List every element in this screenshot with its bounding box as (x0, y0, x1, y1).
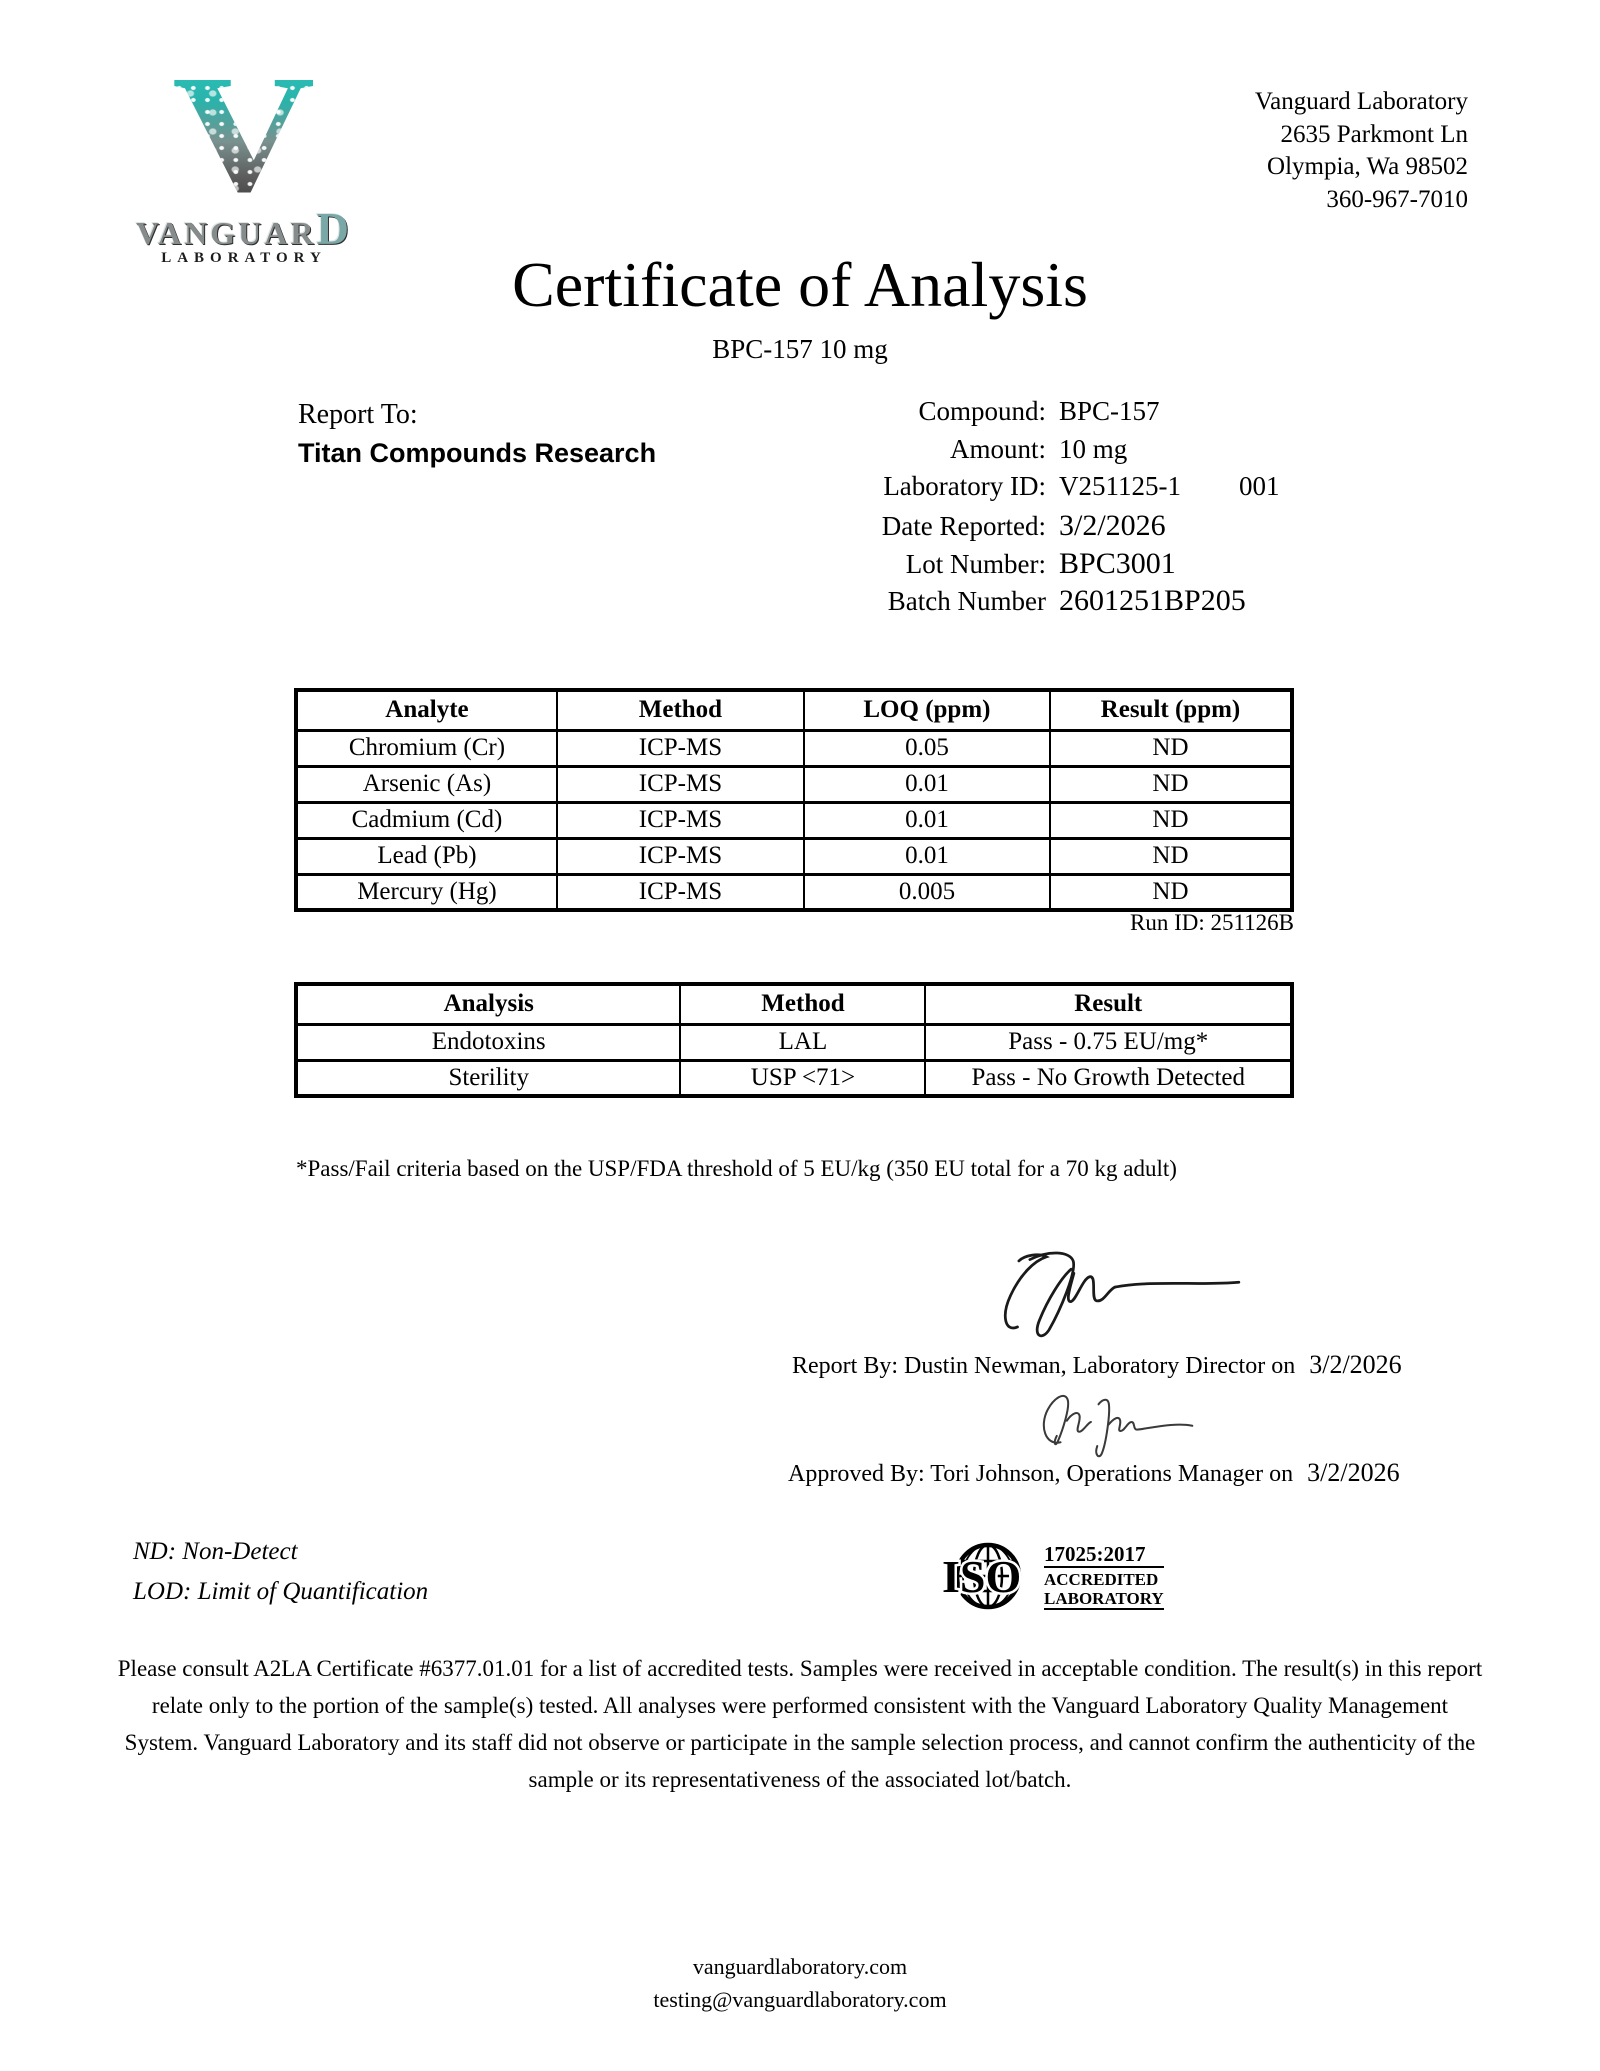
passfail-footnote: *Pass/Fail criteria based on the USP/FDA threshold of 5 EU/kg (350 EU total for a 70 kg adult) (296, 1156, 1177, 1181)
metals-header-loq: LOQ (ppm) (804, 690, 1050, 730)
metals-header-method: Method (557, 690, 804, 730)
loq-cell: 0.01 (804, 766, 1050, 802)
loq-cell: 0.05 (804, 730, 1050, 766)
lab-address-block (1255, 86, 1468, 216)
lod-note: LOD: Limit of Quantification (133, 1578, 429, 1605)
logo-wordmark-last-letter: D (316, 204, 352, 254)
lab-address-street: 2635 Parkmont Ln (1280, 120, 1468, 148)
document-footer (0, 1950, 1600, 2016)
info-row-batch-number (780, 584, 1280, 622)
report-to-label: Report To: (298, 399, 418, 430)
method-cell: LAL (680, 1024, 925, 1060)
date-reported-label: Date Reported: (881, 511, 1046, 542)
method-cell: ICP-MS (557, 874, 804, 910)
table-row (296, 1024, 1292, 1060)
report-by-date: 3/2/2026 (1309, 1350, 1402, 1379)
info-row-date-reported (780, 509, 1280, 547)
signature-approved-by-icon (1020, 1383, 1210, 1461)
nd-note: ND: Non-Detect (133, 1538, 298, 1565)
amount-value: 10 mg (1059, 433, 1128, 464)
method-cell: USP <71> (680, 1060, 925, 1096)
bio-header-analysis: Analysis (296, 984, 680, 1024)
bio-header-result: Result (925, 984, 1292, 1024)
lab-address-city: Olympia, Wa 98502 (1267, 153, 1468, 180)
info-row-laboratory-id (780, 471, 1280, 509)
analyte-cell: Chromium (Cr) (296, 730, 557, 766)
result-cell: ND (1050, 838, 1292, 874)
bio-header-row (296, 984, 1292, 1024)
table-row (296, 838, 1292, 874)
method-cell: ICP-MS (557, 766, 804, 802)
analyte-cell: Arsenic (As) (296, 766, 557, 802)
metals-header-result: Result (ppm) (1050, 690, 1292, 730)
iso-standard-number: 17025:2017 (1044, 1542, 1164, 1568)
batch-number-label: Batch Number (887, 586, 1046, 617)
approved-by-date: 3/2/2026 (1307, 1458, 1400, 1487)
lot-number-label: Lot Number: (905, 548, 1046, 579)
compound-label: Compound: (918, 396, 1046, 426)
info-row-amount (780, 434, 1280, 472)
metals-header-row (296, 690, 1292, 730)
accreditation-disclaimer: Please consult A2LA Certificate #6377.01.01 for a list of accredited tests. Samples were received in acceptable condition. The result(s) in this report relate only to the portion of the sample(s) tested. All analyses were performed consistent with the Vanguard Laboratory Quality Management System. Vanguard Laboratory and its staff did not observe or participate in the sample selection process, and cannot confirm the authenticity of the sample or its representativeness of the associated lot/batch. (117, 1656, 1483, 1792)
vanguard-v-icon: V (172, 41, 316, 227)
table-row (296, 802, 1292, 838)
info-row-compound (780, 396, 1280, 434)
loq-cell: 0.005 (804, 874, 1050, 910)
approved-by-text: Approved By: Tori Johnson, Operations Manager on (788, 1461, 1294, 1487)
logo-wordmark-prefix: VANGUAR (136, 215, 317, 251)
lab-address-phone: 360-967-7010 (1326, 185, 1468, 213)
table-row (296, 730, 1292, 766)
laboratory-id-suffix: 001 (1239, 471, 1280, 502)
run-id: Run ID: 251126B (1130, 910, 1294, 935)
sample-info-block (780, 396, 1280, 622)
abbreviation-notes (133, 1532, 428, 1612)
analyte-cell: Lead (Pb) (296, 838, 557, 874)
iso-globe-icon (938, 1540, 1038, 1612)
lot-number-value: BPC3001 (1059, 546, 1176, 580)
approved-by-line (788, 1458, 1400, 1488)
loq-cell: 0.01 (804, 838, 1050, 874)
page-subtitle: BPC-157 10 mg (712, 334, 888, 364)
report-by-line (792, 1350, 1402, 1380)
report-to-client: Titan Compounds Research (298, 438, 657, 468)
date-reported-value: 3/2/2026 (1059, 509, 1166, 543)
result-cell: ND (1050, 766, 1292, 802)
laboratory-id-label: Laboratory ID: (883, 471, 1046, 502)
report-to-block (298, 396, 656, 473)
table-row (296, 1060, 1292, 1096)
iso-laboratory-label: LABORATORY (1044, 1589, 1164, 1608)
heavy-metals-table (294, 688, 1294, 912)
compound-value: BPC-157 (1059, 396, 1160, 426)
info-row-lot-number (780, 547, 1280, 585)
amount-label: Amount: (949, 433, 1046, 464)
bio-analysis-table (294, 982, 1294, 1098)
result-cell: ND (1050, 874, 1292, 910)
vanguard-logo (118, 41, 370, 266)
report-by-text: Report By: Dustin Newman, Laboratory Director on (792, 1353, 1296, 1379)
signature-report-by-icon (990, 1240, 1265, 1352)
laboratory-id-value: V251125-1 (1059, 471, 1181, 502)
method-cell: ICP-MS (557, 838, 804, 874)
logo-subtitle: LABORATORY (161, 250, 327, 266)
page-title: Certificate of Analysis (512, 249, 1088, 320)
method-cell: ICP-MS (557, 730, 804, 766)
svg-text:ISO: ISO (942, 1551, 1022, 1602)
result-cell: ND (1050, 730, 1292, 766)
metals-header-analyte: Analyte (296, 690, 557, 730)
result-cell: ND (1050, 802, 1292, 838)
loq-cell: 0.01 (804, 802, 1050, 838)
bio-header-method: Method (680, 984, 925, 1024)
analyte-cell: Cadmium (Cd) (296, 802, 557, 838)
method-cell: ICP-MS (557, 802, 804, 838)
iso-accredited-label: ACCREDITED (1044, 1570, 1159, 1589)
table-row (296, 874, 1292, 910)
result-cell: Pass - No Growth Detected (925, 1060, 1292, 1096)
analysis-cell: Endotoxins (296, 1024, 680, 1060)
footer-website: vanguardlaboratory.com (692, 1954, 908, 1979)
table-row (296, 766, 1292, 802)
analyte-cell: Mercury (Hg) (296, 874, 557, 910)
lab-address-name: Vanguard Laboratory (1254, 88, 1468, 115)
footer-email: testing@vanguardlaboratory.com (653, 1987, 947, 2012)
batch-number-value: 2601251BP205 (1059, 584, 1246, 618)
iso-badge-text (1044, 1542, 1164, 1610)
result-cell: Pass - 0.75 EU/mg* (925, 1024, 1292, 1060)
iso-accreditation-badge (938, 1540, 1164, 1612)
analysis-cell: Sterility (296, 1060, 680, 1096)
